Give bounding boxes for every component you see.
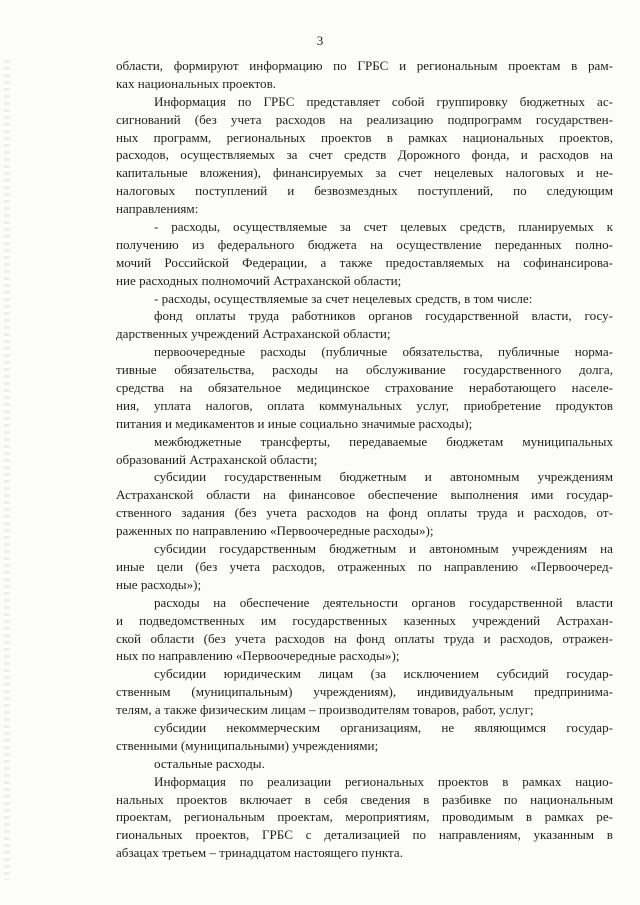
- text-line: субсидии некоммерческим организациям, не являющимся государ-: [154, 719, 613, 735]
- text-line: Информация по ГРБС представляет собой группировку бюджетных ас-: [154, 93, 613, 109]
- text-line: ных программ, региональных проектов в рамках национальных проектов,: [116, 129, 613, 145]
- text-line: иные цели (без учета расходов, отраженных по направлению «Первоочеред-: [116, 558, 613, 574]
- text-line: субсидии государственным бюджетным и автономным учреждениям на: [154, 541, 613, 557]
- text-line: расходов, осуществляемых за счет средств Дорожного фонда, и расходов на: [116, 147, 613, 163]
- text-line: фонд оплаты труда работников органов государственной власти, госу-: [154, 308, 613, 324]
- text-line: мочий Российской Федерации, а также предоставляемых на софинансирова-: [116, 254, 613, 270]
- text-line: проектам, региональным проектам, мероприятиям, проводимым в рамках ре-: [116, 809, 613, 825]
- text-line: тивные обязательства, расходы на обслуживание государственного долга,: [116, 362, 613, 378]
- text-line: Информация по реализации региональных проектов в рамках нацио-: [154, 773, 613, 789]
- text-line: ния, уплата налогов, оплата коммунальных услуг, приобретение продуктов: [116, 397, 613, 413]
- text-line: получению из федерального бюджета на осуществление переданных полно-: [116, 236, 613, 252]
- text-line: ных по направлению «Первоочередные расходы»);: [116, 648, 400, 664]
- text-line: нальных проектов включает в себя сведения в разбивке по национальным: [116, 791, 613, 807]
- text-line: субсидии государственным бюджетным и автономным учреждениям: [154, 469, 613, 485]
- text-line: дарственных учреждений Астраханской области;: [116, 326, 391, 342]
- text-line: абзацах третьем – тринадцатом настоящего пункта.: [116, 845, 404, 861]
- text-line: средства на обязательное медицинское страхование неработающего населе-: [116, 380, 613, 396]
- text-line: ственным (муниципальным) учреждениям), индивидуальным предпринима-: [116, 684, 613, 700]
- text-line: ской области (без учета расходов на фонд оплаты труда и расходов, отражен-: [116, 630, 613, 646]
- text-line: телям, а также физическим лицам – производителям товаров, работ, услуг;: [116, 702, 534, 718]
- text-line: гиональных проектов, ГРБС с детализацией по направлениям, указанным в: [116, 827, 613, 843]
- text-line: расходы на обеспечение деятельности органов государственной власти: [154, 594, 613, 610]
- body-text: [116, 57, 613, 862]
- page-number: 3: [316, 33, 324, 48]
- text-line: раженных по направлению «Первоочередные расходы»);: [116, 523, 434, 539]
- text-line: первоочередные расходы (публичные обязательства, публичные норма-: [154, 344, 613, 360]
- text-line: области, формируют информацию по ГРБС и региональным проектам в рам-: [116, 58, 613, 73]
- text-line: направлениям:: [116, 201, 199, 217]
- text-line: и подведомственных им государственных казенных учреждений Астрахан-: [116, 612, 613, 628]
- text-line: Астраханской области на финансовое обеспечение выполнения ими государ-: [116, 487, 613, 503]
- text-line: ные расходы»);: [116, 576, 202, 592]
- text-line: - расходы, осуществляемые за счет нецелевых средств, в том числе:: [154, 290, 533, 306]
- text-line: сигнований (без учета расходов на реализацию подпрограмм государствен-: [116, 111, 613, 127]
- text-line: межбюджетные трансферты, передаваемые бюджетам муниципальных: [154, 433, 613, 449]
- text-line: ственного задания (без учета расходов на фонд оплаты труда и расходов, от-: [116, 505, 613, 521]
- text-line: налоговых поступлений и безвозмездных поступлений, по следующим: [116, 183, 613, 199]
- text-line: - расходы, осуществляемые за счет целевых средств, планируемых к: [154, 219, 613, 235]
- text-line: субсидии юридическим лицам (за исключением субсидий государ-: [154, 666, 613, 682]
- text-line: ственными (муниципальными) учреждениями;: [116, 737, 379, 753]
- text-line: остальные расходы.: [154, 755, 265, 771]
- text-line: ках национальных проектов.: [116, 75, 277, 91]
- text-line: питания и медикаментов и иные социально значимые расходы);: [116, 415, 473, 431]
- scan-edge-mark: [4, 60, 10, 880]
- text-line: образований Астраханской области;: [116, 451, 318, 467]
- text-line: капитальные вложения), финансируемых за счет нецелевых налоговых и не-: [116, 165, 613, 181]
- text-line: ние расходных полномочий Астраханской области;: [116, 272, 402, 288]
